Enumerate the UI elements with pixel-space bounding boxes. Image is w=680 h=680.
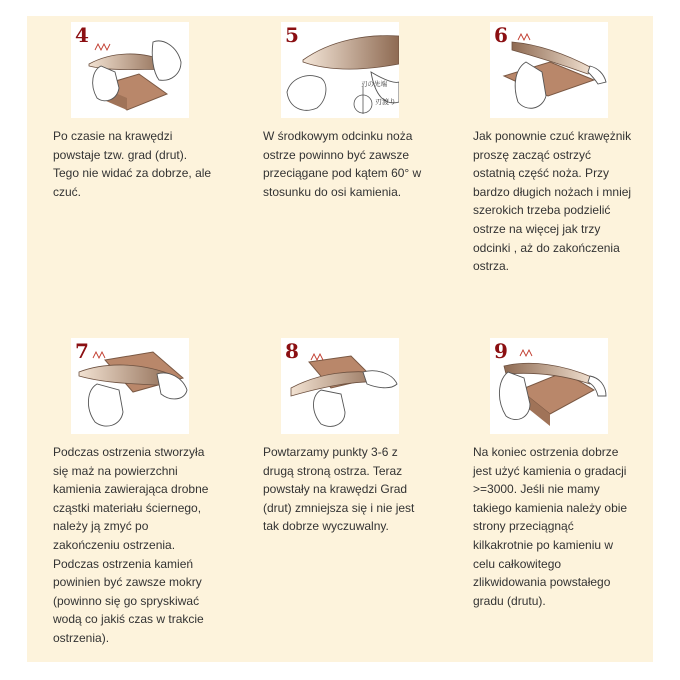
other-side-sharpening-illustration [281,338,399,434]
step-4-illustration [71,22,189,118]
step-9-text: Na koniec ostrzenia dobrze jest użyć kamienia o gradacji >=3000. Jeśli nie mamy takiego kamienia należy obie strony przeciągnąć kilkakrotnie po kamieniu w celu całkowitego zlikwidowania powstałego gradu (drutu). [473,445,628,608]
blade-tip-label: 刃の先端 [361,80,387,88]
blade-length-label: 刃渡り [375,98,396,106]
step-7-illustration [71,338,189,434]
knife-on-stone-side-illustration [71,338,189,434]
step-5-illustration [281,22,399,118]
step-8-number: 8 [285,339,299,363]
step-5-text: W środkowym odcinku noża ostrze powinno być zawsze przeciągane pod kątem 60° w stosunku do osi kamienia. [263,129,422,199]
step-6-illustration [490,22,608,118]
step-5-number: 5 [285,23,299,47]
step-9-number: 9 [494,339,508,363]
step-4-text: Po czasie na krawędzi powstaje tzw. grad (drut). Tego nie widać za dobrze, ale czuć. [53,129,212,199]
step-4-number: 4 [75,23,89,47]
step-8-text: Powtarzamy punkty 3-6 z drugą stroną ostrza. Teraz powstały na krawędzi Grad (drut) zmniejsza się i nie jest tak dobrze wyczuwalny. [263,445,415,534]
step-6-number: 6 [494,23,508,47]
knife-on-stone-illustration [71,22,189,118]
step-9-illustration [490,338,608,434]
step-7-number: 7 [75,339,89,363]
knife-tip-sharpening-illustration [490,22,608,118]
fine-stone-finishing-illustration [490,338,608,434]
step-7-text: Podczas ostrzenia stworzyła się maż na powierzchni kamienia zawierająca drobne cząstki materiału ściernego, należy ją zmyć po zakończeniu ostrzenia. Podczas ostrzenia kamień powinien być zawsze mokry (powinno się go spryskiwać wodą co jakiś czas w trakcie ostrzenia). [53,445,209,645]
step-6-text: Jak ponownie czuć krawężnik proszę zacząć ostrzyć ostatnią część noża. Przy bardzo długich nożach i mniej szerokich trzeba podzielić ostrze na więcej jak trzy odcinki , aż do zakończenia ostrza. [473,129,632,274]
blade-angle-illustration [281,22,399,118]
step-8-illustration [281,338,399,434]
